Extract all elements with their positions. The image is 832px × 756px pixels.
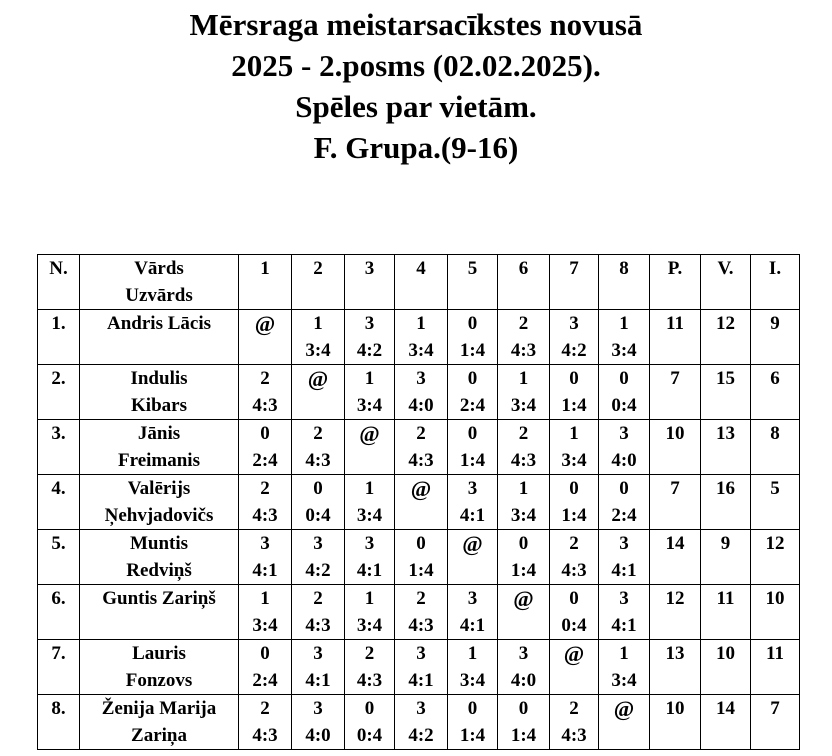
match-points: 1 xyxy=(313,313,323,334)
player-name-line2: Zariņa xyxy=(131,725,187,746)
games-lost: 9 xyxy=(751,310,800,365)
header-row xyxy=(38,255,800,310)
match-cell-4 xyxy=(395,365,448,420)
self-match-marker: @ xyxy=(462,531,483,556)
match-score: 4:0 xyxy=(611,450,637,471)
results-table xyxy=(37,254,800,750)
match-points: 1 xyxy=(260,588,270,609)
match-points: 2 xyxy=(518,423,529,444)
match-cell-3 xyxy=(345,365,395,420)
row-number: 3. xyxy=(38,420,80,475)
table-row xyxy=(38,530,800,585)
row-number: 2. xyxy=(38,365,80,420)
match-score: 4:2 xyxy=(356,340,383,361)
match-points: 1 xyxy=(569,423,579,444)
match-score: 4:3 xyxy=(408,615,434,636)
match-points: 0 xyxy=(619,368,629,389)
player-name-line1: Lauris xyxy=(132,643,186,664)
match-points: 0 xyxy=(569,478,579,499)
match-score: 4:3 xyxy=(408,450,434,471)
match-cell-5 xyxy=(448,585,498,640)
match-cell-4 xyxy=(395,640,448,695)
match-score: 1:4 xyxy=(510,725,537,746)
match-cell-6 xyxy=(498,310,550,365)
match-cell-3 xyxy=(345,695,395,750)
match-points: 2 xyxy=(416,423,426,444)
match-score: 1:4 xyxy=(561,505,587,526)
match-cell-1 xyxy=(239,695,292,750)
match-points: 1 xyxy=(619,643,629,664)
match-cell-8 xyxy=(599,530,650,585)
header-points: P. xyxy=(650,255,701,310)
match-points: 3 xyxy=(313,643,323,664)
match-cell-2 xyxy=(292,585,345,640)
match-score: 4:1 xyxy=(252,560,278,581)
player-name-line1: Indulis xyxy=(130,368,188,389)
player-name-line2: Redviņš xyxy=(126,560,192,581)
player-name-line1: Jānis xyxy=(137,423,181,444)
match-points: 3 xyxy=(313,533,323,554)
match-points: 0 xyxy=(467,698,478,719)
match-points: 3 xyxy=(619,533,629,554)
match-points: 0 xyxy=(467,313,478,334)
match-cell-3 xyxy=(345,585,395,640)
player-name xyxy=(80,475,239,530)
player-name xyxy=(80,695,239,750)
match-score: 4:3 xyxy=(510,450,537,471)
table-row xyxy=(38,695,800,750)
match-cell-8 xyxy=(599,475,650,530)
player-name-line1: Valērijs xyxy=(127,478,191,499)
self-match-marker: @ xyxy=(254,311,276,336)
match-cell-7 xyxy=(550,310,599,365)
match-points: 2 xyxy=(313,423,323,444)
match-cell-6 xyxy=(498,585,550,640)
match-cell-8 xyxy=(599,640,650,695)
match-points: 0 xyxy=(260,643,270,664)
games-won: 14 xyxy=(701,695,751,750)
match-score: 1:4 xyxy=(459,725,486,746)
match-cell-7 xyxy=(550,695,599,750)
results-body xyxy=(38,310,800,750)
match-score: 4:1 xyxy=(305,670,331,691)
total-points: 13 xyxy=(650,640,701,695)
match-cell-7 xyxy=(550,585,599,640)
row-number: 1. xyxy=(38,310,80,365)
match-cell-2 xyxy=(292,640,345,695)
match-points: 0 xyxy=(569,588,579,609)
games-won: 15 xyxy=(701,365,751,420)
games-lost: 10 xyxy=(751,585,800,640)
match-score: 4:1 xyxy=(408,670,434,691)
match-cell-1 xyxy=(239,585,292,640)
match-points: 1 xyxy=(364,368,375,389)
row-number: 7. xyxy=(38,640,80,695)
match-cell-5 xyxy=(448,365,498,420)
match-score: 4:3 xyxy=(561,560,587,581)
match-points: 0 xyxy=(467,423,478,444)
match-score: 1:4 xyxy=(408,560,434,581)
match-score: 2:4 xyxy=(252,450,278,471)
header-col-6: 6 xyxy=(498,255,550,310)
match-cell-7 xyxy=(550,365,599,420)
match-cell-6 xyxy=(498,640,550,695)
match-score: 3:4 xyxy=(305,340,331,361)
match-points: 0 xyxy=(619,478,629,499)
match-cell-2 xyxy=(292,530,345,585)
total-points: 11 xyxy=(650,310,701,365)
match-cell-3 xyxy=(345,420,395,475)
match-points: 0 xyxy=(518,533,529,554)
match-score: 1:4 xyxy=(459,450,486,471)
match-cell-2 xyxy=(292,695,345,750)
match-cell-4 xyxy=(395,585,448,640)
player-name-line2: Freimanis xyxy=(118,450,200,471)
match-cell-8 xyxy=(599,695,650,750)
match-points: 1 xyxy=(467,643,478,664)
match-points: 2 xyxy=(364,643,375,664)
match-points: 2 xyxy=(416,588,426,609)
match-score: 4:2 xyxy=(305,560,331,581)
match-points: 0 xyxy=(313,478,323,499)
total-points: 10 xyxy=(650,420,701,475)
match-score: 2:4 xyxy=(459,395,486,416)
player-name-line2: Kibars xyxy=(131,395,187,416)
match-cell-6 xyxy=(498,365,550,420)
match-points: 3 xyxy=(619,423,629,444)
match-points: 3 xyxy=(416,368,426,389)
match-points: 3 xyxy=(467,588,478,609)
match-score: 4:1 xyxy=(611,560,637,581)
match-points: 2 xyxy=(518,313,529,334)
total-points: 7 xyxy=(650,365,701,420)
match-cell-8 xyxy=(599,585,650,640)
row-number: 4. xyxy=(38,475,80,530)
match-cell-7 xyxy=(550,530,599,585)
games-lost: 6 xyxy=(751,365,800,420)
match-score: 4:3 xyxy=(252,725,278,746)
games-won: 11 xyxy=(701,585,751,640)
header-col-8: 8 xyxy=(599,255,650,310)
match-score: 3:4 xyxy=(611,670,637,691)
match-score: 1:4 xyxy=(510,560,537,581)
match-cell-4 xyxy=(395,530,448,585)
row-number: 6. xyxy=(38,585,80,640)
row-number: 8. xyxy=(38,695,80,750)
games-lost: 12 xyxy=(751,530,800,585)
match-points: 0 xyxy=(260,423,270,444)
match-score: 3:4 xyxy=(510,395,537,416)
header-won: V. xyxy=(701,255,751,310)
match-cell-7 xyxy=(550,475,599,530)
header-col-1: 1 xyxy=(239,255,292,310)
match-cell-4 xyxy=(395,420,448,475)
match-points: 0 xyxy=(416,533,426,554)
games-lost: 7 xyxy=(751,695,800,750)
match-points: 2 xyxy=(260,698,270,719)
match-score: 4:1 xyxy=(459,505,486,526)
match-score: 4:3 xyxy=(561,725,587,746)
player-name xyxy=(80,530,239,585)
games-won: 12 xyxy=(701,310,751,365)
match-points: 2 xyxy=(569,698,579,719)
match-cell-5 xyxy=(448,420,498,475)
match-score: 4:0 xyxy=(510,670,537,691)
match-cell-4 xyxy=(395,475,448,530)
match-cell-6 xyxy=(498,695,550,750)
header-col-3: 3 xyxy=(345,255,395,310)
match-cell-4 xyxy=(395,695,448,750)
match-cell-1 xyxy=(239,310,292,365)
match-points: 1 xyxy=(416,313,426,334)
match-points: 3 xyxy=(619,588,629,609)
match-score: 3:4 xyxy=(611,340,637,361)
match-score: 3:4 xyxy=(510,505,537,526)
match-cell-5 xyxy=(448,695,498,750)
match-points: 0 xyxy=(518,698,529,719)
match-cell-3 xyxy=(345,530,395,585)
match-score: 1:4 xyxy=(561,395,587,416)
match-score: 0:4 xyxy=(356,725,383,746)
match-score: 3:4 xyxy=(356,505,383,526)
match-score: 4:0 xyxy=(408,395,434,416)
player-name-line2: Ņehvjadovičs xyxy=(104,505,214,526)
match-cell-6 xyxy=(498,475,550,530)
table-row xyxy=(38,475,800,530)
match-cell-2 xyxy=(292,365,345,420)
table-row xyxy=(38,420,800,475)
match-points: 1 xyxy=(518,478,529,499)
match-cell-1 xyxy=(239,530,292,585)
match-points: 2 xyxy=(569,533,579,554)
header-name-line2: Uzvārds xyxy=(125,285,193,306)
match-score: 3:4 xyxy=(561,450,587,471)
player-name-line1: Guntis Zariņš xyxy=(102,588,216,609)
table-row xyxy=(38,365,800,420)
header-name-line1: Vārds xyxy=(134,258,184,279)
header-name xyxy=(80,255,239,310)
title-line-3: Spēles par vietām. xyxy=(295,89,537,124)
self-match-marker: @ xyxy=(563,641,585,666)
self-match-marker: @ xyxy=(513,586,534,611)
match-score: 3:4 xyxy=(356,395,383,416)
player-name-line1: Andris Lācis xyxy=(107,313,211,334)
match-cell-8 xyxy=(599,310,650,365)
match-score: 4:1 xyxy=(356,560,383,581)
title-line-4: F. Grupa.(9-16) xyxy=(313,130,519,165)
match-points: 0 xyxy=(467,368,478,389)
match-score: 0:4 xyxy=(561,615,587,636)
match-cell-1 xyxy=(239,640,292,695)
self-match-marker: @ xyxy=(359,421,380,446)
match-points: 3 xyxy=(518,643,529,664)
table-row xyxy=(38,640,800,695)
games-lost: 8 xyxy=(751,420,800,475)
games-lost: 11 xyxy=(751,640,800,695)
match-score: 4:2 xyxy=(561,340,587,361)
match-score: 4:3 xyxy=(252,395,278,416)
match-score: 4:3 xyxy=(252,505,278,526)
player-name xyxy=(80,640,239,695)
self-match-marker: @ xyxy=(410,476,432,501)
match-cell-2 xyxy=(292,475,345,530)
match-points: 1 xyxy=(364,588,375,609)
match-score: 4:3 xyxy=(305,450,331,471)
match-score: 2:4 xyxy=(252,670,278,691)
match-cell-5 xyxy=(448,310,498,365)
player-name xyxy=(80,420,239,475)
match-cell-3 xyxy=(345,640,395,695)
match-points: 1 xyxy=(619,313,629,334)
match-cell-5 xyxy=(448,530,498,585)
games-won: 9 xyxy=(701,530,751,585)
match-cell-8 xyxy=(599,365,650,420)
header-number: N. xyxy=(38,255,80,310)
match-points: 3 xyxy=(416,643,426,664)
match-score: 1:4 xyxy=(459,340,486,361)
match-score: 4:2 xyxy=(408,725,434,746)
match-points: 3 xyxy=(260,533,270,554)
match-score: 3:4 xyxy=(356,615,383,636)
match-points: 0 xyxy=(569,368,579,389)
player-name xyxy=(80,310,239,365)
self-match-marker: @ xyxy=(613,696,635,721)
match-cell-3 xyxy=(345,310,395,365)
player-name-line2: Fonzovs xyxy=(125,670,193,691)
match-cell-3 xyxy=(345,475,395,530)
total-points: 10 xyxy=(650,695,701,750)
match-cell-2 xyxy=(292,310,345,365)
match-points: 3 xyxy=(416,698,426,719)
title-line-1: Mērsraga meistarsacīkstes novusā xyxy=(189,7,643,42)
match-cell-1 xyxy=(239,475,292,530)
match-score: 4:3 xyxy=(356,670,383,691)
match-score: 0:4 xyxy=(611,395,637,416)
self-match-marker: @ xyxy=(307,366,329,391)
player-name-line1: Muntis xyxy=(129,533,189,554)
match-cell-7 xyxy=(550,640,599,695)
header-lost: I. xyxy=(751,255,800,310)
match-cell-5 xyxy=(448,640,498,695)
player-name xyxy=(80,585,239,640)
header-col-2: 2 xyxy=(292,255,345,310)
document-title xyxy=(0,4,832,168)
match-cell-6 xyxy=(498,420,550,475)
match-points: 3 xyxy=(364,313,375,334)
match-score: 3:4 xyxy=(252,615,278,636)
match-points: 2 xyxy=(260,478,270,499)
match-points: 2 xyxy=(260,368,270,389)
total-points: 7 xyxy=(650,475,701,530)
match-score: 3:4 xyxy=(459,670,486,691)
match-score: 0:4 xyxy=(305,505,331,526)
match-cell-4 xyxy=(395,310,448,365)
match-points: 0 xyxy=(364,698,375,719)
match-points: 3 xyxy=(364,533,375,554)
match-cell-1 xyxy=(239,365,292,420)
match-points: 3 xyxy=(569,313,579,334)
match-points: 2 xyxy=(313,588,323,609)
match-points: 3 xyxy=(313,698,323,719)
match-cell-8 xyxy=(599,420,650,475)
player-name-line1: Ženija Marija xyxy=(101,698,217,719)
match-score: 4:3 xyxy=(305,615,331,636)
match-points: 1 xyxy=(518,368,529,389)
table-row xyxy=(38,310,800,365)
match-cell-1 xyxy=(239,420,292,475)
row-number: 5. xyxy=(38,530,80,585)
match-cell-7 xyxy=(550,420,599,475)
match-cell-5 xyxy=(448,475,498,530)
match-score: 4:1 xyxy=(611,615,637,636)
match-points: 3 xyxy=(467,478,478,499)
match-points: 1 xyxy=(364,478,375,499)
total-points: 14 xyxy=(650,530,701,585)
games-lost: 5 xyxy=(751,475,800,530)
match-score: 4:0 xyxy=(305,725,331,746)
total-points: 12 xyxy=(650,585,701,640)
games-won: 16 xyxy=(701,475,751,530)
games-won: 13 xyxy=(701,420,751,475)
games-won: 10 xyxy=(701,640,751,695)
title-line-2: 2025 - 2.posms (02.02.2025). xyxy=(231,48,601,83)
header-col-4: 4 xyxy=(395,255,448,310)
match-score: 2:4 xyxy=(611,505,637,526)
match-cell-6 xyxy=(498,530,550,585)
match-score: 3:4 xyxy=(408,340,434,361)
table-row xyxy=(38,585,800,640)
player-name xyxy=(80,365,239,420)
match-score: 4:3 xyxy=(510,340,537,361)
match-cell-2 xyxy=(292,420,345,475)
header-col-5: 5 xyxy=(448,255,498,310)
header-col-7: 7 xyxy=(550,255,599,310)
match-score: 4:1 xyxy=(459,615,486,636)
